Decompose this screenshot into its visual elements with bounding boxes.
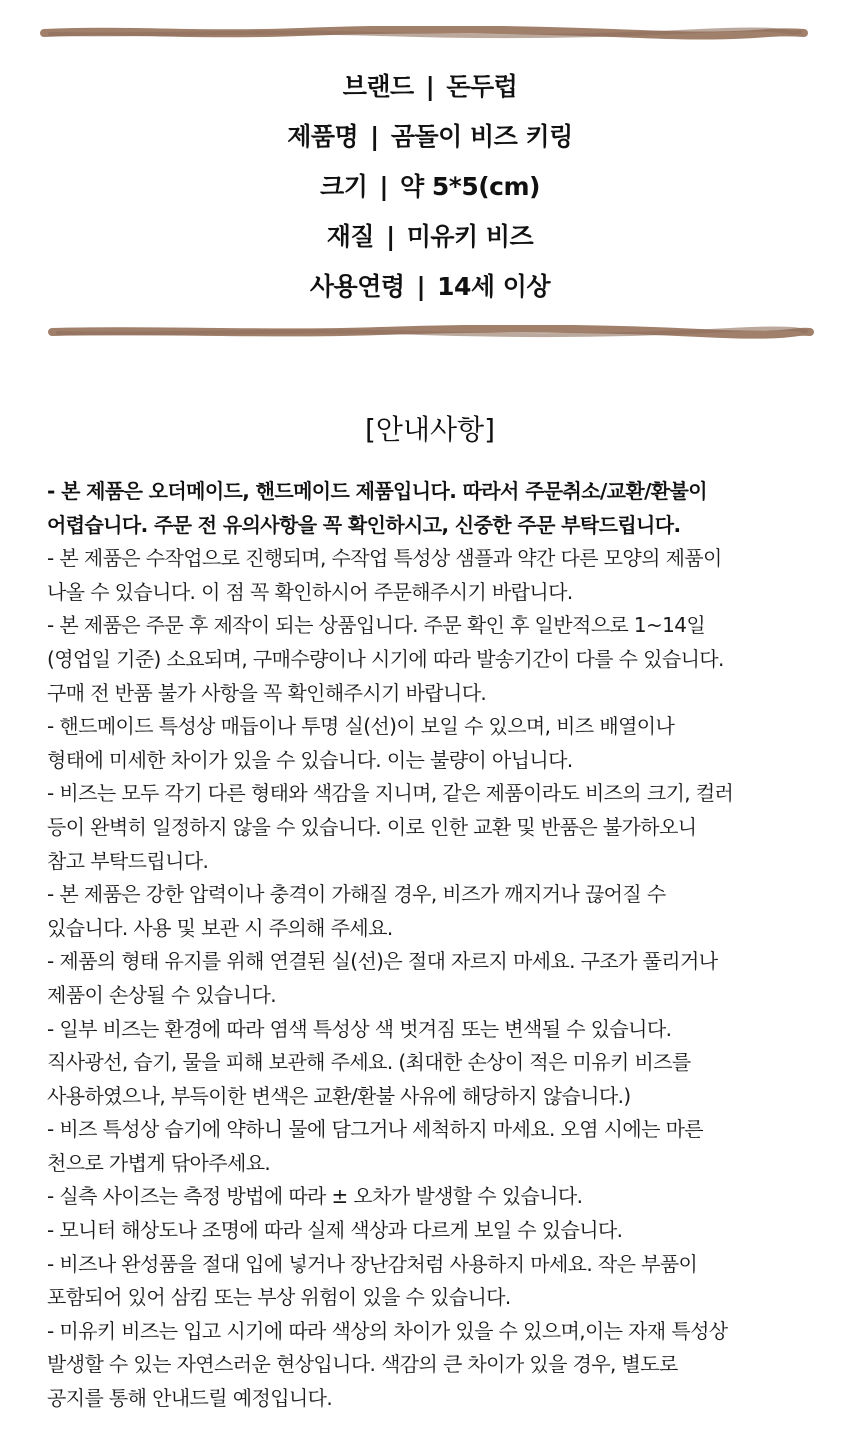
spec-value: 미유키 비즈 bbox=[406, 222, 534, 251]
notice-line: (영업일 기준) 소요되며, 구매수량이나 시기에 따라 발송기간이 다를 수 있습니다. bbox=[47, 646, 724, 671]
notice-line: 어렵습니다. 주문 전 유의사항을 꼭 확인하시고, 신중한 주문 부탁드립니다. bbox=[47, 512, 681, 537]
notice-line: 등이 완벽히 일정하지 않을 수 있습니다. 이로 인한 교환 및 반품은 불가하오니 bbox=[47, 814, 697, 839]
notice-line: 형태에 미세한 차이가 있을 수 있습니다. 이는 불량이 아닙니다. bbox=[47, 747, 573, 772]
brush-stroke-top bbox=[0, 26, 860, 40]
notice-line: 나올 수 있습니다. 이 점 꼭 확인하시어 주문해주시기 바랍니다. bbox=[47, 579, 573, 604]
notice-line: - 본 제품은 수작업으로 진행되며, 수작업 특성상 샘플과 약간 다른 모양의 제품이 bbox=[47, 546, 722, 571]
spec-row-age bbox=[0, 262, 860, 312]
spec-value: 약 5*5(cm) bbox=[400, 172, 540, 201]
spec-separator: | bbox=[425, 72, 435, 101]
notice-line: 구매 전 반품 불가 사항을 꼭 확인해주시기 바랍니다. bbox=[47, 680, 487, 705]
notice-line: - 실측 사이즈는 측정 방법에 따라 ± 오차가 발생할 수 있습니다. bbox=[47, 1184, 583, 1209]
spec-label: 크기 bbox=[320, 172, 368, 201]
spec-row-brand bbox=[0, 62, 860, 112]
notice-line: 있습니다. 사용 및 보관 시 주의해 주세요. bbox=[47, 915, 393, 940]
spec-separator: | bbox=[416, 272, 426, 301]
notice-line: 사용하였으나, 부득이한 변색은 교환/환불 사유에 해당하지 않습니다.) bbox=[47, 1083, 631, 1108]
brush-stroke-bottom bbox=[0, 325, 860, 339]
spec-row-product-name bbox=[0, 112, 860, 162]
notice-line: 천으로 가볍게 닦아주세요. bbox=[47, 1150, 271, 1175]
notice-line: 제품이 손상될 수 있습니다. bbox=[47, 982, 276, 1007]
notice-line: - 핸드메이드 특성상 매듭이나 투명 실(선)이 보일 수 있으며, 비즈 배열이나 bbox=[47, 714, 675, 739]
notice-line: - 일부 비즈는 환경에 따라 염색 특성상 색 벗겨짐 또는 변색될 수 있습니다. bbox=[47, 1016, 672, 1041]
notice-line: - 비즈는 모두 각기 다른 형태와 색감을 지니며, 같은 제품이라도 비즈의 크기, 컬러 bbox=[47, 781, 734, 806]
notice-line: - 본 제품은 오더메이드, 핸드메이드 제품입니다. 따라서 주문취소/교환/환불이 bbox=[47, 479, 707, 503]
notice-line: - 비즈나 완성품을 절대 입에 넣거나 장난감처럼 사용하지 마세요. 작은 부품이 bbox=[47, 1251, 698, 1276]
spec-separator: | bbox=[386, 222, 395, 251]
notice-heading: [안내사항] bbox=[364, 413, 496, 446]
notice-line: 발생할 수 있는 자연스러운 현상입니다. 색감의 큰 차이가 있을 경우, 별도로 bbox=[47, 1352, 678, 1377]
notice-line: 참고 부탁드립니다. bbox=[47, 848, 209, 873]
notice-line: - 본 제품은 강한 압력이나 충격이 가해질 경우, 비즈가 깨지거나 끊어질 수 bbox=[47, 882, 666, 907]
product-spec-list bbox=[0, 62, 860, 312]
spec-label: 재질 bbox=[326, 222, 375, 251]
spec-label: 제품명 bbox=[287, 122, 359, 151]
notice-line: - 비즈 특성상 습기에 약하니 물에 담그거나 세척하지 마세요. 오염 시에는 마른 bbox=[47, 1117, 704, 1142]
top-divider bbox=[0, 26, 860, 40]
spec-label: 사용연령 bbox=[309, 272, 405, 301]
spec-value: 돈두럽 bbox=[446, 72, 518, 101]
notice-line: - 미유키 비즈는 입고 시기에 따라 색상의 차이가 있을 수 있으며,이는 자재 특성상 bbox=[47, 1318, 728, 1343]
spec-value: 14세 이상 bbox=[437, 272, 551, 301]
spec-separator: | bbox=[379, 172, 388, 201]
notice-list bbox=[47, 475, 827, 1416]
notice-line: 공지를 통해 안내드릴 예정입니다. bbox=[47, 1386, 333, 1411]
spec-value: 곰돌이 비즈 키링 bbox=[390, 122, 573, 151]
notice-line: - 본 제품은 주문 후 제작이 되는 상품입니다. 주문 확인 후 일반적으로 1~14일 bbox=[47, 613, 706, 638]
notice-line: 포함되어 있어 삼킴 또는 부상 위험이 있을 수 있습니다. bbox=[47, 1285, 511, 1310]
bottom-divider bbox=[0, 325, 860, 339]
notice-line: - 제품의 형태 유지를 위해 연결된 실(선)은 절대 자르지 마세요. 구조가 풀리거나 bbox=[47, 949, 718, 974]
notice-line: 직사광선, 습기, 물을 피해 보관해 주세요. (최대한 손상이 적은 미유키 비즈를 bbox=[47, 1050, 691, 1075]
notice-line: - 모니터 해상도나 조명에 따라 실제 색상과 다르게 보일 수 있습니다. bbox=[47, 1218, 623, 1243]
spec-row-size bbox=[0, 162, 860, 212]
spec-row-material bbox=[0, 212, 860, 262]
spec-separator: | bbox=[370, 122, 379, 151]
spec-label: 브랜드 bbox=[342, 72, 414, 101]
